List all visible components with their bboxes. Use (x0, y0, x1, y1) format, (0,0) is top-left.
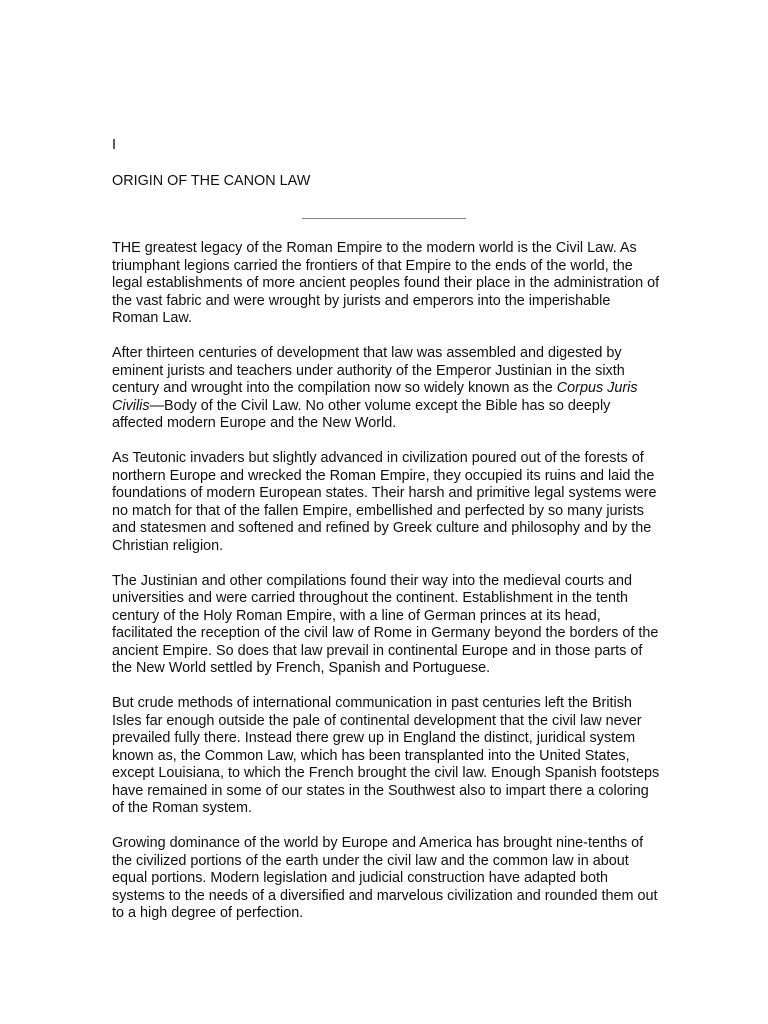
document-page (112, 137, 660, 940)
paragraph-4: The Justinian and other compilations found their way into the medieval courts and universities and were carried throughout the continent. Establishment in the tenth century of the Holy Roman Empire, with a line of German princes at its head, facilitated the reception of the civil law of Rome in Germany beyond the borders of the ancient Empire. So does that law prevail in continental Europe and in those parts of the New World settled by French, Spanish and Portuguese. (112, 572, 659, 676)
paragraph-2-text-before: After thirteen centuries of development that law was assembled and digested by eminent jurists and teachers under authority of the Emperor Justinian in the sixth century and wrought into the compilation now so widely known as the (112, 345, 625, 396)
paragraph-3: As Teutonic invaders but slightly advanced in civilization poured out of the forests of northern Europe and wrecked the Roman Empire, they occupied its ruins and laid the foundations of modern European states. Their harsh and primitive legal systems were no match for that of the fallen Empire, embellished and perfected by so many jurists and statesmen and softened and refined by Greek culture and philosophy and by the Christian religion. (112, 450, 657, 554)
paragraph-2 (112, 345, 660, 433)
paragraph-2-text-after: —Body of the Civil Law. No other volume except the Bible has so deeply affected modern Europe and the New World. (112, 397, 611, 431)
chapter-title: ORIGIN OF THE CANON LAW (112, 173, 311, 189)
body-text (112, 240, 660, 923)
chapter-number: I (112, 137, 116, 153)
paragraph-2-italic-title: Corpus Juris Civilis (112, 380, 638, 414)
section-divider (302, 218, 466, 219)
paragraph-6: Growing dominance of the world by Europe and America has brought nine-tenths of the civilized portions of the earth under the civil law and the common law in about equal portions. Modern legislation and judicial construction have adapted both systems to the needs of a diversified and marvelous civilization and rounded them out to a high degree of perfection. (112, 835, 658, 921)
paragraph-1: THE greatest legacy of the Roman Empire to the modern world is the Civil Law. As triumphant legions carried the frontiers of that Empire to the ends of the world, the legal establishments of more ancient peoples found their place in the administration of the vast fabric and were wrought by jurists and emperors into the imperishable Roman Law. (112, 240, 660, 326)
paragraph-5: But crude methods of international communication in past centuries left the British Isles far enough outside the pale of continental development that the civil law never prevailed fully there. Instead there grew up in England the distinct, juridical system known as, the Common Law, which has been transplanted into the United States, except Louisiana, to which the French brought the civil law. Enough Spanish footsteps have remained in some of our states in the Southwest also to impart there a coloring of the Roman system. (112, 695, 660, 816)
